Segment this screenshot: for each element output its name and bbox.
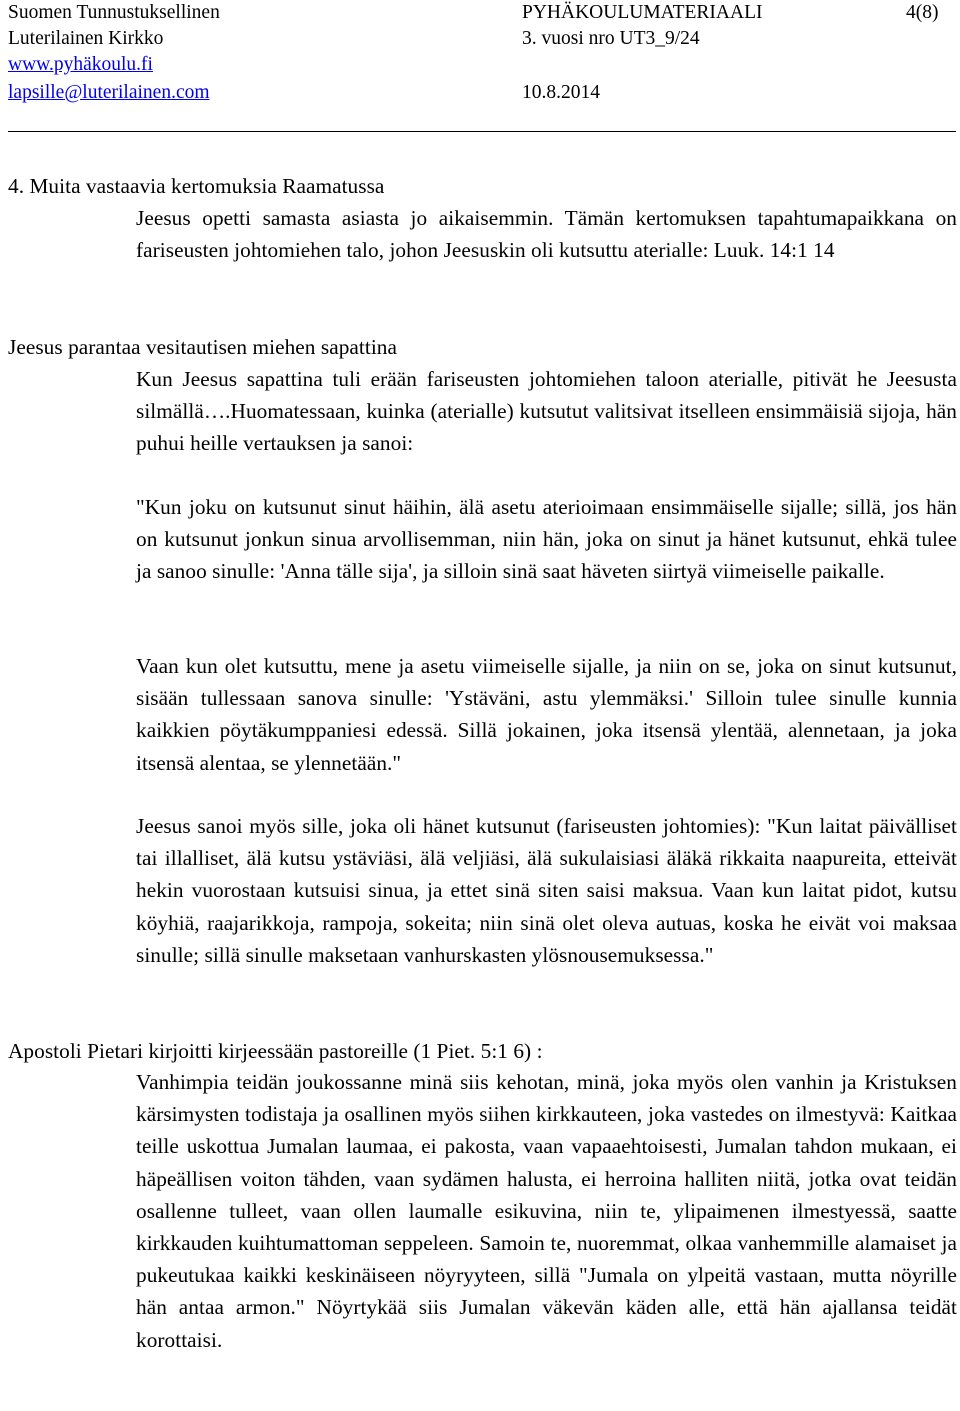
peter-heading: Apostoli Pietari kirjoitti kirjeessään pastoreille (1 Piet. 5:1 6) :	[8, 1039, 543, 1063]
story-paragraph-4: Jeesus sanoi myös sille, joka oli hänet kutsunut (fariseusten johtomies): "Kun laitat päivälliset tai illalliset, älä kutsu ystäviäsi, älä veljiäsi, älä sukulaisiasi äläkä rikkaita naapureita, etteivät hekin vuorostaan kutsuisi sinua, ja ettet sinä siten saisi maksua. Vaan kun laitat pidot, kutsu köyhiä, raajarikkoja, rampoja, sokeita; niin sinä olet oleva autuas, koska he eivät voi maksaa sinulle; sillä sinulle maksetaan vanhurskasten ylösnousemuksessa."	[136, 814, 957, 967]
header-doc-title: PYHÄKOULUMATERIAALI	[522, 2, 763, 23]
story-heading: Jeesus parantaa vesitautisen miehen sapattina	[8, 335, 398, 359]
section-heading: 4. Muita vastaavia kertomuksia Raamatussa	[8, 174, 385, 198]
header-website-link[interactable]: www.pyhäkoulu.fi	[8, 54, 153, 75]
header-divider	[8, 131, 956, 132]
header-email-link[interactable]: lapsille@luterilainen.com	[8, 82, 210, 103]
header-date: 10.8.2014	[522, 82, 600, 103]
header-org-line1: Suomen Tunnustuksellinen	[8, 2, 220, 23]
story-paragraph-2: "Kun joku on kutsunut sinut häihin, älä asetu aterioimaan ensimmäiselle sijalle; sillä, jos hän on kutsunut jonkun sinua arvollisemman, niin hän, joka on sinut ja hänet kutsunut, ehkä tulee ja sanoo sinulle: 'Anna tälle sija', ja silloin sinä saat häveten siirtyä viimeiselle paikalle.	[136, 495, 957, 584]
header-doc-id: 3. vuosi nro UT3_9/24	[522, 28, 700, 49]
story-paragraph-3: Vaan kun olet kutsuttu, mene ja asetu viimeiselle sijalle, ja niin on se, joka on sinut kutsunut, sisään tullessaan sanova sinulle: 'Ystäväni, astu ylemmäksi.' Silloin tulee sinulle kunnia kaikkien pöytäkumppaniesi edessä. Sillä jokainen, joka itsensä ylentää, alennetaan, ja joka itsensä alentaa, se ylennetään."	[136, 654, 957, 775]
story-paragraph-1: Kun Jeesus sapattina tuli erään fariseusten johtomiehen taloon aterialle, pitivät he Jeesusta silmällä….Huomatessaan, kuinka (aterialle) kutsutut valitsivat itselleen ensimmäisiä sijoja, hän puhui heille vertauksen ja sanoi:	[136, 367, 957, 456]
header-org-line2: Luterilainen Kirkko	[8, 28, 164, 49]
intro-paragraph: Jeesus opetti samasta asiasta jo aikaisemmin. Tämän kertomuksen tapahtumapaikkana on fariseusten johtomiehen talo, johon Jeesuskin oli kutsuttu aterialle: Luuk. 14:1 14	[136, 206, 957, 263]
peter-paragraph: Vanhimpia teidän joukossanne minä siis kehotan, minä, joka myös olen vanhin ja Kristuksen kärsimysten todistaja ja osallinen myös siihen kirkkauteen, joka vastedes on ilmestyvä: Kaitkaa teille uskottua Jumalan laumaa, ei pakosta, vaan vapaaehtoisesti, Jumalan tahdon mukaan, ei häpeällisen voiton tähden, vaan sydämen halusta, ei herroina halliten niitä, jotka ovat teidän osallenne tulleet, vaan ollen laumalle esikuvina, niin te, ylipaimenen ilmestyessä, saatte kirkkauden kuihtumattoman seppeleen. Samoin te, nuoremmat, olkaa vanhemmille alamaiset ja pukeutukaa kaikki keskinäiseen nöyryyteen, sillä "Jumala on ylpeitä vastaan, mutta nöyrille hän antaa armon." Nöyrtykää siis Jumalan väkevän käden alle, että hän ajallansa teidät korottaisi.	[136, 1070, 957, 1352]
header-page-number: 4(8)	[906, 2, 939, 23]
